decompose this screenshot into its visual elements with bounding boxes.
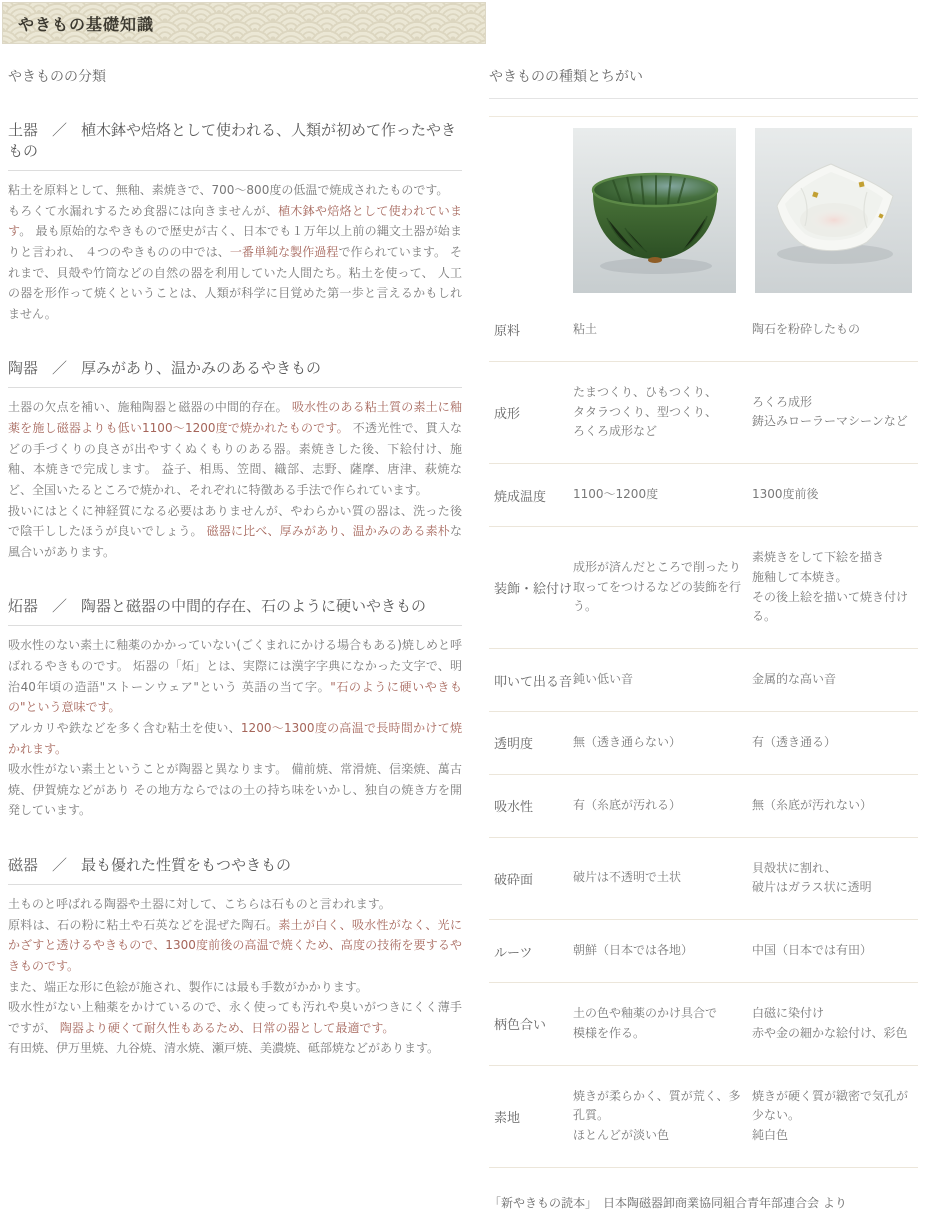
photo-row-spacer [489, 128, 573, 293]
comparison-table-row [489, 982, 918, 1065]
jiki-value-cell: 中国（日本では有田） [752, 943, 873, 958]
row-label: 素地 [494, 1110, 521, 1126]
jiki-value-cell: 金属的な高い音 [752, 672, 837, 687]
section-paragraph: 粘土を原料として、無釉、素焼きで、700～800度の低温で焼成されたものです。 もろくて水漏れするため食器には向きませんが、植木鉢や焙烙として使われています。 最も原始的なやきもので歴史が古く、日本でも１万年以上前の縄文土器が始まりと言われ、 ４つのやきものの中では、一番単純な製作過程で作られています。 それまで、貝殻や竹筒などの自然の器を利用していた人間たち。粘土を使って、 人工の器を形作って焼くということは、人類が科学に目覚めた第一歩と言えるかもしれません。 [8, 183, 463, 321]
section-slash: ／ [52, 597, 68, 616]
green-bowl-illustration [573, 128, 736, 293]
pottery-type-section [8, 357, 462, 562]
pottery-type-section [8, 854, 462, 1059]
toki-value-cell: 有（糸底が汚れる） [573, 797, 682, 812]
section-divider [8, 625, 462, 626]
section-term: 炻器 [8, 597, 39, 616]
jiki-value-cell: 白磁に染付け 赤や金の細かな絵付け、彩色 [752, 1005, 908, 1040]
section-heading [8, 357, 462, 378]
section-slash: ／ [52, 856, 68, 874]
pottery-type-section [8, 119, 462, 324]
section-slash: ／ [52, 359, 68, 378]
jiki-value-cell: 陶石を粉砕したもの [752, 322, 861, 336]
content-columns [0, 44, 926, 1221]
toki-value-cell: 朝鮮（日本では各地） [573, 943, 694, 958]
comparison-table-row [489, 361, 918, 463]
classification-column [0, 44, 462, 1059]
section-slash: ／ [52, 121, 68, 139]
toki-value-cell: 成形が済んだところで削ったり 取ってをつけるなどの装飾を行う。 [573, 559, 742, 614]
jiki-value-cell: 貝殻状に割れ、 破片はガラス状に透明 [752, 860, 872, 895]
section-term: 磁器 [8, 856, 39, 874]
row-label: 成形 [494, 406, 521, 422]
comparison-table-row [489, 526, 918, 648]
comparison-table-row [489, 919, 918, 982]
section-term: 陶器 [8, 359, 39, 378]
section-paragraph: 吸水性のない素土に釉薬のかかっていない(ごくまれにかける場合もある)焼しめと呼ばれるやきものです。 炻器の「炻」とは、実際には漢字字典になかった文字で、明治40年頃の造語"ストーンウェア"という 英語の当て字。"石のように硬いやきもの"という意味です。 アルカリや鉄などを多く含む粘土を使い、1200～1300度の高温で長時間かけて焼かれます。 吸水性がない素土ということが陶器と異なります。 備前焼、常滑焼、信楽焼、萬古焼、伊賀焼などがあり その地方ならではの土の持ち味をいかし、独自の焼き方を開発しています。 [8, 638, 463, 818]
row-label: 透明度 [494, 737, 534, 753]
jiki-value-cell: 素焼きをして下絵を描き 施釉して本焼き。 その後上絵を描いて焼き付ける。 [752, 549, 909, 624]
section-divider [8, 387, 462, 388]
comparison-table-row [489, 837, 918, 920]
comparison-table-row [489, 299, 918, 361]
comparison-table-row [489, 463, 918, 526]
section-term: 土器 [8, 121, 39, 139]
toki-value-cell: 焼きが柔らかく、質が荒く、多孔質。 ほとんどが淡い色 [573, 1088, 741, 1143]
jiki-value-cell: 無（糸底が汚れない） [752, 797, 873, 812]
section-paragraph: 土ものと呼ばれる陶器や土器に対して、こちらは石ものと言われます。 原料は、石の粉に粘土や石英などを混ぜた陶石。素土が白く、吸水性がなく、光にかざすと透けるやきもので、1300度前後の高温で焼くため、高度の技術を要するやきものです。 また、端正な形に色絵が施され、製作には最も手数がかかります。 吸水性がない上釉薬をかけているので、永く使っても汚れや臭いがつきにくく薄手ですが、 陶器より硬くて耐久性もあるため、日常の器として最適です。 有田焼、伊万里焼、九谷焼、清水焼、瀬戸焼、美濃焼、砥部焼などがあります。 [8, 897, 462, 1056]
comparison-table-row [489, 711, 918, 774]
row-label: ルーツ [494, 945, 533, 961]
comparison-table-row [489, 774, 918, 837]
page-title: やきもの基礎知識 [18, 14, 155, 34]
jiki-value-cell: 1300度前後 [752, 487, 819, 502]
section-subtitle: 厚みがあり、温かみのあるやきもの [81, 359, 322, 378]
section-heading [8, 595, 462, 616]
section-divider [8, 884, 462, 885]
row-label: 柄色合い [494, 1018, 547, 1034]
photo-row [489, 116, 918, 299]
pottery-basics-page [0, 2, 926, 1221]
toki-value-cell: たまつくり、ひもつくり、 タタラつくり、型つくり、 ろくろ成形など [573, 384, 718, 439]
pottery-type-section [8, 595, 462, 821]
toki-value-cell: 粘土 [573, 322, 598, 336]
white-dish-illustration [755, 128, 912, 293]
section-heading [8, 119, 462, 161]
classification-sections [8, 119, 462, 1059]
comparison-table-row [489, 648, 918, 711]
toki-value-cell: 破片は不透明で土状 [573, 870, 682, 885]
section-heading [8, 854, 462, 875]
section-subtitle: 植木鉢や焙烙として使われる、人類が初めて作ったやきもの [8, 121, 457, 160]
source-credit: 「新やきもの読本」 日本陶磁器卸商業協同組合青年部連合会 より [489, 1195, 847, 1210]
toki-value-cell: 無（透き通らない） [573, 734, 682, 749]
toki-value-cell: 鈍い低い音 [573, 672, 634, 687]
toki-green-bowl-photo [573, 128, 736, 293]
comparison-table [489, 299, 918, 1168]
row-label: 破砕面 [494, 872, 534, 888]
row-label: 装飾・絵付け [494, 582, 573, 598]
comparison-table-row [489, 1065, 918, 1168]
row-label: 原料 [494, 324, 521, 340]
comparison-heading: やきものの種類とちがい [489, 66, 918, 99]
comparison-column [489, 44, 918, 1221]
page-banner [2, 2, 486, 44]
classification-heading: やきものの分類 [8, 69, 106, 85]
toki-value-cell: 1100～1200度 [573, 487, 659, 502]
jiki-value-cell: ろくろ成形 鋳込みローラーマシーンなど [752, 394, 908, 429]
jiki-white-dish-photo [755, 128, 912, 293]
jiki-value-cell: 焼きが硬く質が緻密で気孔が少ない。 純白色 [752, 1088, 909, 1143]
section-subtitle: 陶器と磁器の中間的存在、石のように硬いやきもの [81, 597, 427, 616]
toki-value-cell: 土の色や釉薬のかけ具合で 模様を作る。 [573, 1005, 718, 1040]
row-label: 叩いて出る音 [494, 674, 573, 690]
row-label: 焼成温度 [494, 489, 547, 505]
section-subtitle: 最も優れた性質をもつやきもの [81, 856, 292, 874]
section-paragraph: 土器の欠点を補い、施釉陶器と磁器の中間的存在。 吸水性のある粘土質の素土に釉薬を施し磁器よりも低い1100～1200度で焼かれたものです。 不透光性で、貫入などの手づくりの良さが出やすくぬくもりのある器。素焼きした後、下絵付け、施釉、本焼きで完成します。 益子、相馬、笠間、織部、志野、薩摩、唐津、萩焼など、全国いたるところで焼かれ、それぞれに特徴ある手法で作られています。 扱いにはとくに神経質になる必要はありませんが、やわらかい質の器は、洗った後で陰干ししたほうが良いでしょう。 磁器に比べ、厚みがあり、温かみのある素朴な風合いがあります。 [8, 400, 463, 559]
jiki-value-cell: 有（透き通る） [752, 734, 837, 749]
row-label: 吸水性 [494, 800, 534, 816]
section-divider [8, 170, 462, 171]
